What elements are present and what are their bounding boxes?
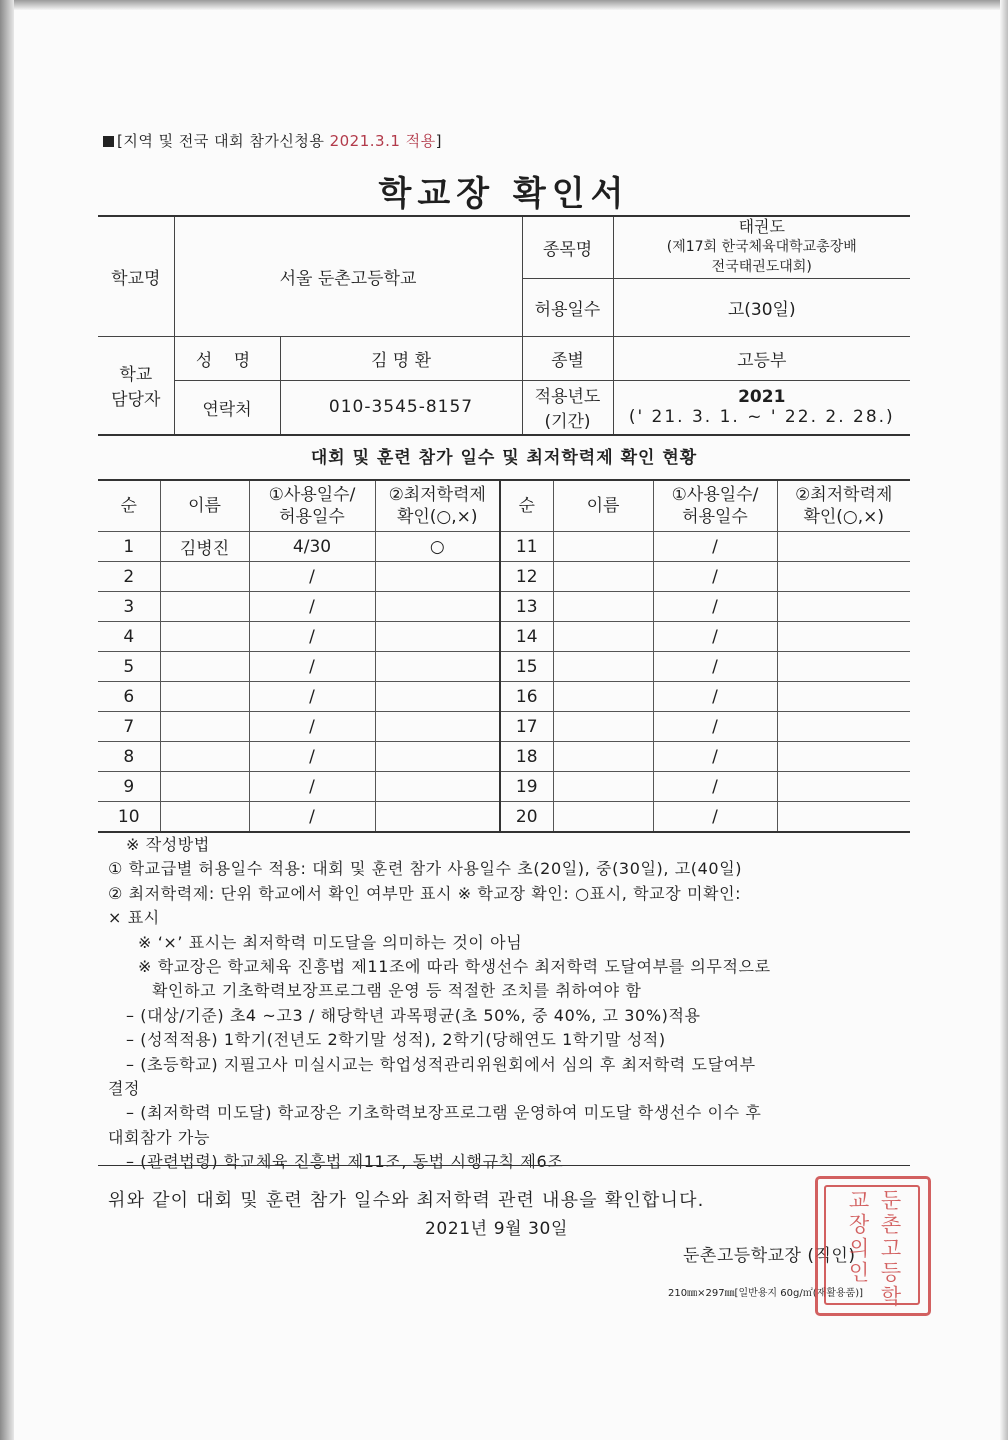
allowed-days-label: 허용일수 bbox=[522, 278, 613, 336]
instruction-line: ② 최저학력제: 단위 학교에서 확인 여부만 표시 ※ 학교장 확인: ○표시, 학교장 미확인: bbox=[108, 883, 742, 903]
name-label: 성 명 bbox=[174, 336, 280, 380]
year-label-line-1: 적용년도 bbox=[534, 387, 601, 408]
table-row bbox=[98, 712, 910, 742]
cell-min-check bbox=[375, 652, 500, 682]
instruction-line: – (성적적용) 1학기(전년도 2학기말 성적), 2학기(당해연도 1학기말 성적) bbox=[126, 1030, 666, 1050]
table-row bbox=[98, 592, 910, 622]
allowed-days-value: 고(30일) bbox=[613, 278, 910, 336]
cell-name bbox=[553, 712, 653, 742]
cell-name bbox=[160, 742, 249, 772]
paper-spec-footer: 210㎜×297㎜[일반용지 60g/㎡(재활용품)] bbox=[668, 1288, 864, 1299]
cell-no: 5 bbox=[98, 652, 160, 682]
table-row bbox=[98, 742, 910, 772]
instruction-line: – (최저학력 미도달) 학교장은 기초학력보장프로그램 운영하여 미도달 학생선수 이수 후 bbox=[126, 1103, 762, 1123]
cell-min-check bbox=[375, 592, 500, 622]
square-bullet-icon bbox=[103, 136, 114, 147]
scan-shadow-left bbox=[0, 0, 14, 1440]
cell-days: / bbox=[653, 682, 777, 712]
header-min-line-1: ②최저학력제 bbox=[388, 485, 486, 505]
cell-days: / bbox=[653, 802, 777, 833]
cell-no: 4 bbox=[98, 622, 160, 652]
header-min bbox=[375, 480, 500, 532]
name-value: 김 명 환 bbox=[280, 336, 522, 380]
cell-name bbox=[553, 592, 653, 622]
participation-table bbox=[98, 479, 910, 833]
header-name: 이름 bbox=[553, 480, 653, 532]
event-line-1: 태권도 bbox=[738, 217, 785, 237]
cell-min-check bbox=[777, 532, 910, 562]
cell-name bbox=[160, 652, 249, 682]
cell-no: 1 bbox=[98, 532, 160, 562]
cell-no: 6 bbox=[98, 682, 160, 712]
header-days bbox=[653, 480, 777, 532]
cell-no: 9 bbox=[98, 772, 160, 802]
cell-days: / bbox=[653, 742, 777, 772]
instruction-line: – (대상/기준) 초4 ~고3 / 해당학년 과목평균(초 50%, 중 40%, 고 30%)적용 bbox=[126, 1005, 701, 1025]
cell-min-check bbox=[777, 562, 910, 592]
instruction-line: × 표시 bbox=[108, 908, 160, 928]
header-min-line-1: ②최저학력제 bbox=[795, 485, 893, 505]
header-name: 이름 bbox=[160, 480, 249, 532]
header-note-suffix: ] bbox=[435, 132, 442, 150]
instruction-line: ※ ‘×’ 표시는 최저학력 미도달을 의미하는 것이 아님 bbox=[138, 932, 523, 952]
participation-table-body bbox=[98, 532, 910, 833]
cell-name bbox=[553, 562, 653, 592]
cell-days: / bbox=[249, 592, 375, 622]
header-days-line-1: ①사용일수/ bbox=[671, 485, 759, 505]
school-label: 학교명 bbox=[98, 216, 174, 336]
manager-label-line-2: 담당자 bbox=[111, 390, 161, 411]
table-row bbox=[98, 772, 910, 802]
cell-no: 19 bbox=[500, 772, 553, 802]
cell-name bbox=[553, 772, 653, 802]
cell-no: 14 bbox=[500, 622, 553, 652]
cell-no: 10 bbox=[98, 802, 160, 833]
principal-signature: 둔촌고등학교장 (직인) bbox=[683, 1246, 856, 1266]
cell-name bbox=[160, 562, 249, 592]
cell-name bbox=[160, 712, 249, 742]
seal-text: 둔촌고등학교장의인 bbox=[846, 1189, 902, 1309]
cell-no: 20 bbox=[500, 802, 553, 833]
cell-name bbox=[553, 742, 653, 772]
manager-label-line-1: 학교 bbox=[119, 365, 153, 386]
cell-name bbox=[553, 802, 653, 833]
cell-min-check bbox=[777, 682, 910, 712]
cell-days: / bbox=[249, 622, 375, 652]
cell-days: / bbox=[249, 682, 375, 712]
cell-days: / bbox=[653, 592, 777, 622]
cell-no: 17 bbox=[500, 712, 553, 742]
header-days-line-1: ①사용일수/ bbox=[268, 485, 356, 505]
cell-no: 13 bbox=[500, 592, 553, 622]
header-note-date: 2021.3.1 적용 bbox=[329, 132, 436, 150]
scan-shadow-right bbox=[1000, 0, 1008, 1440]
confirmation-text: 위와 같이 대회 및 훈련 참가 일수와 최저학력 관련 내용을 확인합니다. bbox=[108, 1190, 705, 1211]
table-row bbox=[98, 562, 910, 592]
cell-min-check: ○ bbox=[375, 532, 500, 562]
cell-name bbox=[160, 772, 249, 802]
cell-no: 18 bbox=[500, 742, 553, 772]
cell-no: 8 bbox=[98, 742, 160, 772]
cell-days: / bbox=[653, 622, 777, 652]
contact-label: 연락처 bbox=[174, 380, 280, 435]
instructions bbox=[108, 833, 908, 1175]
cell-name bbox=[553, 652, 653, 682]
scan-shadow-top bbox=[0, 0, 1008, 10]
header-min-line-2: 확인(○,×) bbox=[396, 507, 478, 527]
instruction-line: 대회참가 가능 bbox=[108, 1127, 211, 1147]
cell-days: / bbox=[653, 772, 777, 802]
header-min-line-2: 확인(○,×) bbox=[803, 507, 885, 527]
table-row bbox=[98, 682, 910, 712]
cell-name bbox=[553, 622, 653, 652]
manager-label bbox=[98, 336, 174, 435]
instruction-line: – (관련법령) 학교체육 진흥법 제11조, 동법 시행규칙 제6조 bbox=[126, 1152, 564, 1172]
divider-line bbox=[98, 1165, 910, 1166]
year-number: 2021 bbox=[738, 387, 786, 408]
cell-min-check bbox=[375, 742, 500, 772]
cell-name bbox=[160, 592, 249, 622]
section-title: 대회 및 훈련 참가 일수 및 최저학력제 확인 현황 bbox=[310, 448, 698, 468]
cell-min-check bbox=[375, 712, 500, 742]
cell-no: 16 bbox=[500, 682, 553, 712]
instruction-line: – (초등학교) 지필고사 미실시교는 학업성적관리위원회에서 심의 후 최저학력 도달여부 bbox=[126, 1054, 756, 1074]
instruction-line: ※ 학교장은 학교체육 진흥법 제11조에 따라 학생선수 최저학력 도달여부를 의무적으로 bbox=[138, 957, 771, 977]
cell-min-check bbox=[375, 622, 500, 652]
issue-date: 2021년 9월 30일 bbox=[425, 1219, 568, 1239]
event-label: 종목명 bbox=[522, 216, 613, 278]
official-seal-stamp bbox=[815, 1176, 931, 1316]
table-row bbox=[98, 622, 910, 652]
header-min bbox=[777, 480, 910, 532]
header-days-line-2: 허용일수 bbox=[279, 507, 345, 527]
header-note-prefix: [지역 및 전국 대회 참가신청용 bbox=[117, 132, 325, 150]
header-days-line-2: 허용일수 bbox=[682, 507, 748, 527]
instruction-line: ※ 작성방법 bbox=[126, 835, 210, 854]
header-note bbox=[103, 130, 442, 151]
category-label: 종별 bbox=[522, 336, 613, 380]
cell-min-check bbox=[777, 712, 910, 742]
event-value bbox=[613, 216, 910, 278]
cell-min-check bbox=[777, 652, 910, 682]
cell-min-check bbox=[375, 682, 500, 712]
cell-days: / bbox=[249, 742, 375, 772]
cell-name bbox=[160, 802, 249, 833]
event-line-2: (제17회 한국체육대학교총장배 bbox=[666, 239, 857, 256]
year-label bbox=[522, 380, 613, 435]
instruction-line: 결정 bbox=[108, 1079, 141, 1099]
cell-min-check bbox=[777, 742, 910, 772]
cell-name bbox=[553, 682, 653, 712]
cell-days: / bbox=[249, 562, 375, 592]
event-line-3: 전국태권도대회) bbox=[711, 259, 812, 276]
cell-days: / bbox=[249, 772, 375, 802]
cell-no: 3 bbox=[98, 592, 160, 622]
table-row bbox=[98, 802, 910, 833]
cell-name: 김병진 bbox=[160, 532, 249, 562]
cell-name bbox=[160, 622, 249, 652]
cell-name bbox=[160, 682, 249, 712]
period-value: (' 21. 3. 1. ~ ' 22. 2. 28.) bbox=[628, 407, 895, 428]
cell-no: 12 bbox=[500, 562, 553, 592]
cell-min-check bbox=[777, 802, 910, 833]
header-days bbox=[249, 480, 375, 532]
info-table bbox=[98, 215, 910, 436]
cell-no: 7 bbox=[98, 712, 160, 742]
instruction-line: 확인하고 기초학력보장프로그램 운영 등 적절한 조치를 취하여야 함 bbox=[152, 981, 642, 1001]
table-row bbox=[98, 652, 910, 682]
cell-days: / bbox=[653, 562, 777, 592]
cell-min-check bbox=[777, 592, 910, 622]
cell-days: / bbox=[653, 532, 777, 562]
contact-value: 010-3545-8157 bbox=[280, 380, 522, 435]
cell-days: / bbox=[653, 652, 777, 682]
cell-days: / bbox=[249, 712, 375, 742]
header-no: 순 bbox=[98, 480, 160, 532]
cell-min-check bbox=[375, 772, 500, 802]
document-title: 학교장 확인서 bbox=[378, 174, 630, 214]
cell-days: / bbox=[249, 802, 375, 833]
cell-no: 2 bbox=[98, 562, 160, 592]
cell-no: 15 bbox=[500, 652, 553, 682]
cell-min-check bbox=[777, 622, 910, 652]
year-value bbox=[613, 380, 910, 435]
school-value: 서울 둔촌고등학교 bbox=[174, 216, 522, 336]
category-value: 고등부 bbox=[613, 336, 910, 380]
cell-days: / bbox=[653, 712, 777, 742]
header-no: 순 bbox=[500, 480, 553, 532]
instruction-line: ① 학교급별 허용일수 적용: 대회 및 훈련 참가 사용일수 초(20일), 중(30일), 고(40일) bbox=[108, 859, 743, 879]
cell-days: / bbox=[249, 652, 375, 682]
table-row bbox=[98, 532, 910, 562]
cell-name bbox=[553, 532, 653, 562]
cell-min-check bbox=[375, 802, 500, 833]
year-label-line-2: (기간) bbox=[544, 412, 591, 433]
cell-min-check bbox=[777, 772, 910, 802]
cell-days: 4/30 bbox=[249, 532, 375, 562]
cell-min-check bbox=[375, 562, 500, 592]
cell-no: 11 bbox=[500, 532, 553, 562]
